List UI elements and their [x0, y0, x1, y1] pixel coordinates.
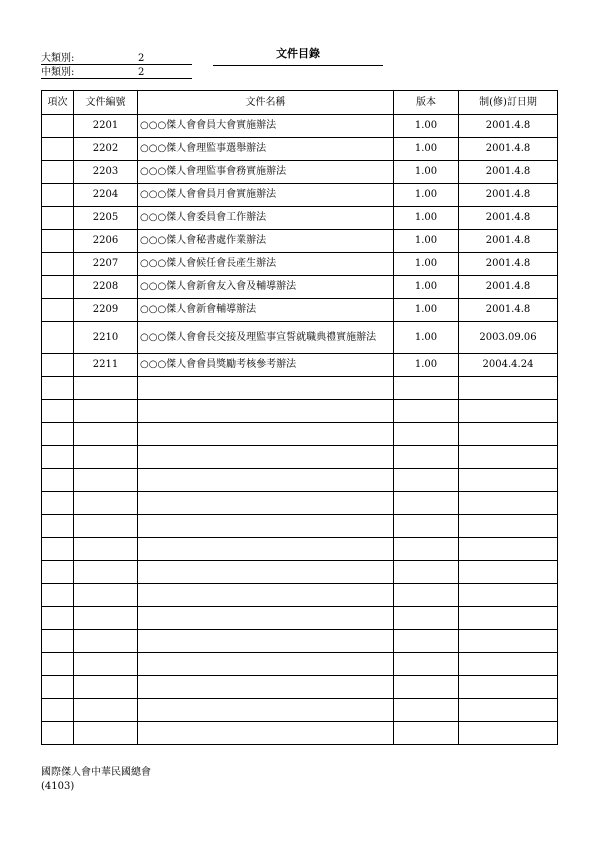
- cell-version: [394, 653, 459, 676]
- cell-document-name: [138, 630, 394, 653]
- cell-item: [42, 377, 74, 400]
- table-row: [42, 138, 558, 161]
- table-header-row: [42, 91, 558, 115]
- table-row: [42, 230, 558, 253]
- table-row: [42, 607, 558, 630]
- cell-version: [394, 538, 459, 561]
- cell-revision-date: [459, 469, 558, 492]
- cell-document-code: 2206: [74, 230, 138, 253]
- table-row: [42, 354, 558, 377]
- cell-document-code: [74, 515, 138, 538]
- cell-document-code: 2210: [74, 322, 138, 354]
- cell-document-name: ○○○傑人會理監事選舉辦法: [138, 138, 394, 161]
- cell-document-name: ○○○傑人會理監事會務實施辦法: [138, 161, 394, 184]
- cell-revision-date: [459, 377, 558, 400]
- cell-document-name: ○○○傑人會會員月會實施辦法: [138, 184, 394, 207]
- cell-document-code: [74, 446, 138, 469]
- table-row: [42, 400, 558, 423]
- cell-item: [42, 115, 74, 138]
- cell-item: [42, 722, 74, 745]
- cell-item: [42, 446, 74, 469]
- cell-document-code: 2211: [74, 354, 138, 377]
- footer-organization: 國際傑人會中華民國總會: [41, 767, 151, 778]
- footer-form-code: (4103): [41, 781, 75, 792]
- cell-item: [42, 607, 74, 630]
- cell-item: [42, 699, 74, 722]
- cell-version: 1.00: [394, 115, 459, 138]
- cell-document-name: ○○○傑人會新會友入會及輔導辦法: [138, 276, 394, 299]
- table-body: [42, 115, 558, 745]
- column-header-item: 項次: [42, 91, 74, 115]
- cell-version: [394, 400, 459, 423]
- cell-document-code: [74, 676, 138, 699]
- cell-document-code: [74, 584, 138, 607]
- minor-category-value: 2: [138, 67, 145, 78]
- table-row: [42, 299, 558, 322]
- cell-revision-date: [459, 699, 558, 722]
- cell-item: [42, 492, 74, 515]
- cell-item: [42, 561, 74, 584]
- cell-version: [394, 722, 459, 745]
- cell-version: [394, 607, 459, 630]
- cell-revision-date: [459, 653, 558, 676]
- cell-version: 1.00: [394, 253, 459, 276]
- cell-version: [394, 630, 459, 653]
- table-row: [42, 584, 558, 607]
- cell-document-name: [138, 492, 394, 515]
- cell-item: [42, 230, 74, 253]
- cell-document-name: ○○○傑人會委員會工作辦法: [138, 207, 394, 230]
- cell-document-name: [138, 699, 394, 722]
- cell-version: 1.00: [394, 276, 459, 299]
- document-title: 文件目錄: [276, 47, 320, 60]
- table-row: [42, 322, 558, 354]
- cell-item: [42, 423, 74, 446]
- cell-version: 1.00: [394, 354, 459, 377]
- cell-revision-date: [459, 423, 558, 446]
- cell-item: [42, 400, 74, 423]
- cell-document-code: 2205: [74, 207, 138, 230]
- cell-document-code: [74, 561, 138, 584]
- cell-item: [42, 207, 74, 230]
- cell-revision-date: [459, 630, 558, 653]
- cell-revision-date: 2001.4.8: [459, 115, 558, 138]
- cell-document-code: 2207: [74, 253, 138, 276]
- cell-revision-date: [459, 607, 558, 630]
- table-row: [42, 184, 558, 207]
- table-row: [42, 276, 558, 299]
- cell-revision-date: [459, 561, 558, 584]
- table-row: [42, 538, 558, 561]
- cell-version: [394, 423, 459, 446]
- cell-version: [394, 469, 459, 492]
- cell-version: [394, 561, 459, 584]
- cell-document-code: [74, 423, 138, 446]
- cell-document-code: 2204: [74, 184, 138, 207]
- cell-document-name: [138, 561, 394, 584]
- cell-document-name: [138, 722, 394, 745]
- cell-revision-date: [459, 584, 558, 607]
- table-row: [42, 630, 558, 653]
- cell-version: 1.00: [394, 322, 459, 354]
- cell-document-name: [138, 676, 394, 699]
- table-row: [42, 722, 558, 745]
- cell-version: [394, 584, 459, 607]
- table-row: [42, 699, 558, 722]
- cell-item: [42, 515, 74, 538]
- cell-document-code: [74, 469, 138, 492]
- table-row: [42, 561, 558, 584]
- cell-version: 1.00: [394, 207, 459, 230]
- cell-document-code: [74, 630, 138, 653]
- cell-revision-date: [459, 492, 558, 515]
- cell-document-code: [74, 492, 138, 515]
- table-row: [42, 377, 558, 400]
- cell-item: [42, 584, 74, 607]
- cell-version: 1.00: [394, 184, 459, 207]
- cell-document-code: [74, 699, 138, 722]
- cell-revision-date: 2001.4.8: [459, 276, 558, 299]
- cell-document-code: 2201: [74, 115, 138, 138]
- cell-item: [42, 653, 74, 676]
- table-row: [42, 469, 558, 492]
- cell-revision-date: 2001.4.8: [459, 253, 558, 276]
- cell-item: [42, 630, 74, 653]
- column-header-date: 制(修)訂日期: [459, 91, 558, 115]
- cell-document-name: [138, 377, 394, 400]
- table-row: [42, 515, 558, 538]
- cell-document-name: ○○○傑人會秘書處作業辦法: [138, 230, 394, 253]
- cell-version: [394, 377, 459, 400]
- table-row: [42, 115, 558, 138]
- cell-revision-date: [459, 446, 558, 469]
- table-row: [42, 676, 558, 699]
- cell-item: [42, 184, 74, 207]
- cell-item: [42, 299, 74, 322]
- major-category-value: 2: [138, 53, 145, 64]
- cell-item: [42, 276, 74, 299]
- cell-revision-date: 2001.4.8: [459, 230, 558, 253]
- table-row: [42, 653, 558, 676]
- cell-document-code: [74, 400, 138, 423]
- cell-version: 1.00: [394, 299, 459, 322]
- column-header-version: 版本: [394, 91, 459, 115]
- table-row: [42, 253, 558, 276]
- cell-document-name: ○○○傑人會候任會長產生辦法: [138, 253, 394, 276]
- column-header-name: 文件名稱: [138, 91, 394, 115]
- cell-document-name: [138, 469, 394, 492]
- cell-document-name: [138, 653, 394, 676]
- cell-version: [394, 492, 459, 515]
- table-row: [42, 492, 558, 515]
- cell-document-code: [74, 653, 138, 676]
- cell-document-code: 2208: [74, 276, 138, 299]
- table-row: [42, 446, 558, 469]
- cell-revision-date: [459, 676, 558, 699]
- minor-category-underline: [41, 78, 192, 79]
- cell-version: [394, 446, 459, 469]
- cell-item: [42, 538, 74, 561]
- cell-document-name: [138, 515, 394, 538]
- table-row: [42, 423, 558, 446]
- cell-version: [394, 676, 459, 699]
- cell-version: 1.00: [394, 161, 459, 184]
- cell-revision-date: 2004.4.24: [459, 354, 558, 377]
- table-row: [42, 207, 558, 230]
- minor-category-label: 中類別:: [41, 67, 75, 78]
- document-catalog-table: [41, 90, 558, 745]
- cell-document-name: ○○○傑人會會員獎勵考核參考辦法: [138, 354, 394, 377]
- title-underline: [213, 65, 383, 66]
- cell-document-code: [74, 607, 138, 630]
- cell-document-name: [138, 400, 394, 423]
- major-category-underline: [41, 64, 192, 65]
- cell-document-code: 2202: [74, 138, 138, 161]
- cell-document-name: ○○○傑人會新會輔導辦法: [138, 299, 394, 322]
- cell-revision-date: [459, 722, 558, 745]
- cell-revision-date: [459, 515, 558, 538]
- cell-item: [42, 469, 74, 492]
- cell-document-code: [74, 722, 138, 745]
- cell-revision-date: 2003.09.06: [459, 322, 558, 354]
- major-category-label: 大類別:: [41, 53, 75, 64]
- cell-document-name: ○○○傑人會會員大會實施辦法: [138, 115, 394, 138]
- cell-document-code: [74, 377, 138, 400]
- cell-version: 1.00: [394, 230, 459, 253]
- cell-revision-date: [459, 538, 558, 561]
- cell-document-name: ○○○傑人會會長交接及理監事宣誓就職典禮實施辦法: [138, 322, 394, 354]
- cell-document-code: 2209: [74, 299, 138, 322]
- cell-document-name: [138, 584, 394, 607]
- cell-item: [42, 253, 74, 276]
- cell-revision-date: 2001.4.8: [459, 299, 558, 322]
- cell-document-name: [138, 538, 394, 561]
- cell-item: [42, 161, 74, 184]
- cell-revision-date: 2001.4.8: [459, 161, 558, 184]
- cell-version: [394, 515, 459, 538]
- cell-version: 1.00: [394, 138, 459, 161]
- cell-item: [42, 354, 74, 377]
- cell-item: [42, 322, 74, 354]
- cell-document-name: [138, 423, 394, 446]
- cell-revision-date: 2001.4.8: [459, 138, 558, 161]
- cell-item: [42, 138, 74, 161]
- cell-document-name: [138, 607, 394, 630]
- cell-document-code: [74, 538, 138, 561]
- cell-document-name: [138, 446, 394, 469]
- table-row: [42, 161, 558, 184]
- cell-document-code: 2203: [74, 161, 138, 184]
- cell-revision-date: 2001.4.8: [459, 207, 558, 230]
- column-header-code: 文件編號: [74, 91, 138, 115]
- cell-item: [42, 676, 74, 699]
- cell-version: [394, 699, 459, 722]
- cell-revision-date: 2001.4.8: [459, 184, 558, 207]
- cell-revision-date: [459, 400, 558, 423]
